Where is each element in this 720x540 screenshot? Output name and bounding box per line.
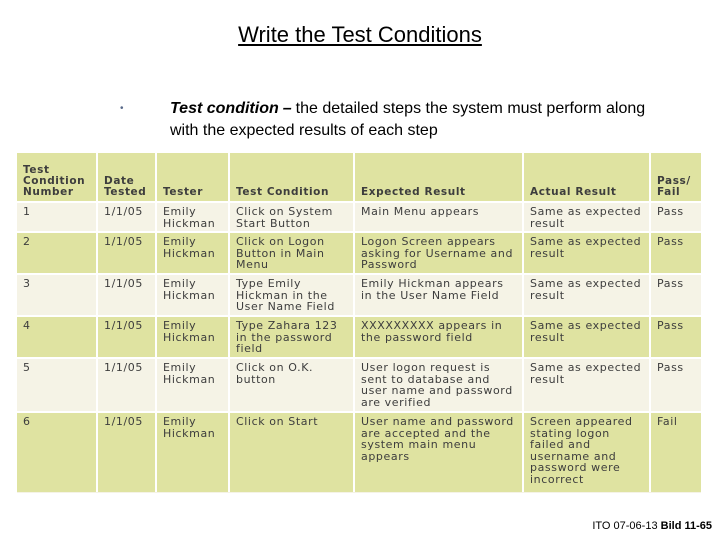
- table-row: [17, 316, 701, 358]
- cell-tester: Emily Hickman: [156, 232, 229, 274]
- header-test-condition: Test Condition: [229, 153, 354, 202]
- cell-actual: Same as expected result: [523, 202, 650, 232]
- cell-condition: Click on Logon Button in Main Menu: [229, 232, 354, 274]
- cell-number: 3: [17, 274, 97, 316]
- cell-date: 1/1/05: [97, 358, 156, 412]
- test-conditions-table-container: [17, 153, 701, 493]
- cell-tester: Emily Hickman: [156, 202, 229, 232]
- cell-pass-fail: Pass: [650, 274, 701, 316]
- cell-condition: Type Zahara 123 in the password field: [229, 316, 354, 358]
- definition-text: the detailed steps the system must perform along with the expected results of each step: [170, 100, 646, 139]
- cell-number: 6: [17, 412, 97, 492]
- cell-condition: Click on System Start Button: [229, 202, 354, 232]
- table-row: [17, 202, 701, 232]
- cell-pass-fail: Pass: [650, 316, 701, 358]
- cell-actual: Same as expected result: [523, 232, 650, 274]
- cell-tester: Emily Hickman: [156, 412, 229, 492]
- header-pass-fail: Pass/ Fail: [650, 153, 701, 202]
- cell-actual: Same as expected result: [523, 274, 650, 316]
- cell-date: 1/1/05: [97, 232, 156, 274]
- header-expected-result: Expected Result: [354, 153, 523, 202]
- table-row: [17, 412, 701, 492]
- cell-condition: Click on Start: [229, 412, 354, 492]
- table-row: [17, 232, 701, 274]
- cell-pass-fail: Pass: [650, 232, 701, 274]
- test-conditions-table: [17, 153, 701, 492]
- cell-expected: User name and password are accepted and the system main menu appears: [354, 412, 523, 492]
- header-date-tested: Date Tested: [97, 153, 156, 202]
- cell-expected: XXXXXXXXX appears in the password field: [354, 316, 523, 358]
- cell-date: 1/1/05: [97, 274, 156, 316]
- footer-course: ITO 07-06-13: [592, 520, 658, 532]
- cell-date: 1/1/05: [97, 412, 156, 492]
- cell-pass-fail: Pass: [650, 202, 701, 232]
- cell-expected: Emily Hickman appears in the User Name Field: [354, 274, 523, 316]
- table-row: [17, 274, 701, 316]
- header-test-condition-number: Test Condition Number: [17, 153, 97, 202]
- cell-tester: Emily Hickman: [156, 274, 229, 316]
- cell-condition: Click on O.K. button: [229, 358, 354, 412]
- cell-date: 1/1/05: [97, 202, 156, 232]
- definition-paragraph: [170, 98, 650, 142]
- cell-number: 5: [17, 358, 97, 412]
- definition-term: Test condition: [170, 100, 279, 117]
- cell-pass-fail: Pass: [650, 358, 701, 412]
- cell-date: 1/1/05: [97, 316, 156, 358]
- bullet-marker: •: [120, 103, 124, 114]
- cell-actual: Same as expected result: [523, 316, 650, 358]
- definition-separator: –: [282, 100, 292, 117]
- cell-actual: Screen appeared stating logon failed and username and password were incorrect: [523, 412, 650, 492]
- header-actual-result: Actual Result: [523, 153, 650, 202]
- cell-condition: Type Emily Hickman in the User Name Field: [229, 274, 354, 316]
- cell-expected: Logon Screen appears asking for Username and Password: [354, 232, 523, 274]
- cell-number: 2: [17, 232, 97, 274]
- slide-footer: [592, 520, 712, 532]
- cell-tester: Emily Hickman: [156, 358, 229, 412]
- cell-tester: Emily Hickman: [156, 316, 229, 358]
- cell-actual: Same as expected result: [523, 358, 650, 412]
- table-row: [17, 358, 701, 412]
- footer-slide-number: Bild 11-65: [660, 520, 712, 532]
- header-tester: Tester: [156, 153, 229, 202]
- slide-title: Write the Test Conditions: [238, 22, 482, 47]
- table-header-row: [17, 153, 701, 202]
- cell-number: 4: [17, 316, 97, 358]
- cell-number: 1: [17, 202, 97, 232]
- cell-expected: User logon request is sent to database and user name and password are verified: [354, 358, 523, 412]
- cell-expected: Main Menu appears: [354, 202, 523, 232]
- cell-pass-fail: Fail: [650, 412, 701, 492]
